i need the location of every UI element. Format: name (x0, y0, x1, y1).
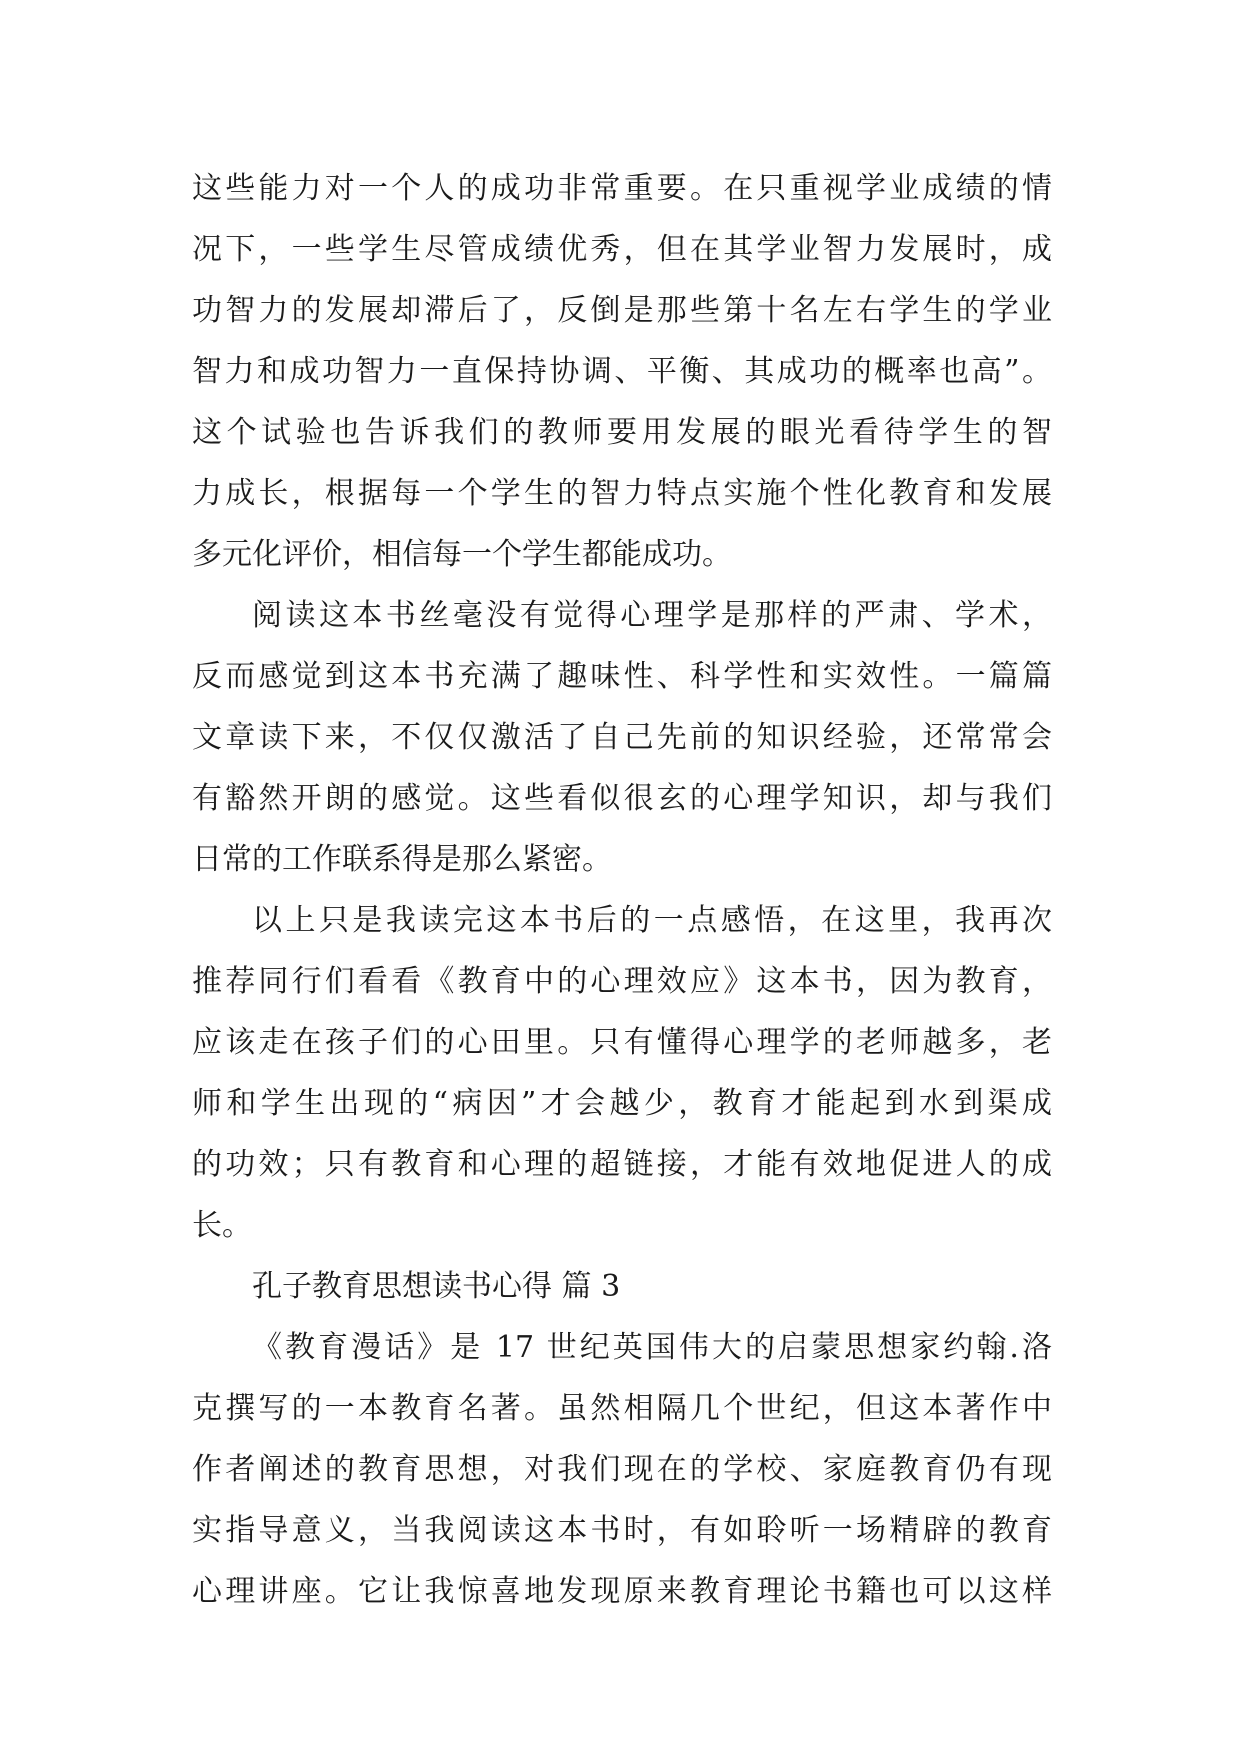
text-line: 这些能力对一个人的成功非常重要。在只重视学业成绩的情 (192, 171, 1052, 206)
text-line: 文章读下来，不仅仅激活了自己先前的知识经验，还常常会 (192, 720, 1052, 755)
text-line: 阅读这本书丝毫没有觉得心理学是那样的严肃、学术， (252, 598, 1052, 633)
text-line: 心理讲座。它让我惊喜地发现原来教育理论书籍也可以这样 (192, 1574, 1052, 1609)
text-line: 作者阐述的教育思想，对我们现在的学校、家庭教育仍有现 (192, 1452, 1052, 1487)
text-line: 以上只是我读完这本书后的一点感悟，在这里，我再次 (252, 903, 1052, 938)
text-line: 长。 (192, 1208, 252, 1243)
text-line: 功智力的发展却滞后了，反倒是那些第十名左右学生的学业 (192, 293, 1052, 328)
text-line: 这个试验也告诉我们的教师要用发展的眼光看待学生的智 (192, 415, 1052, 450)
text-line: 智力和成功智力一直保持协调、平衡、其成功的概率也高”。 (192, 354, 1052, 389)
text-line: 推荐同行们看看《教育中的心理效应》这本书，因为教育， (192, 964, 1052, 999)
document-body (192, 158, 1052, 1622)
text-line: 克撰写的一本教育名著。虽然相隔几个世纪，但这本著作中 (192, 1391, 1052, 1426)
text-line: 实指导意义，当我阅读这本书时，有如聆听一场精辟的教育 (192, 1513, 1052, 1548)
text-line: 孔子教育思想读书心得 篇 3 (252, 1269, 621, 1304)
text-line: 反而感觉到这本书充满了趣味性、科学性和实效性。一篇篇 (192, 659, 1052, 694)
text-line: 有豁然开朗的感觉。这些看似很玄的心理学知识，却与我们 (192, 781, 1052, 816)
text-line: 况下，一些学生尽管成绩优秀，但在其学业智力发展时，成 (192, 232, 1052, 267)
text-line: 师和学生出现的“病因”才会越少，教育才能起到水到渠成 (192, 1086, 1052, 1121)
text-line: 多元化评价，相信每一个学生都能成功。 (192, 537, 732, 572)
text-line: 力成长，根据每一个学生的智力特点实施个性化教育和发展 (192, 476, 1052, 511)
text-line: 《教育漫话》是 17 世纪英国伟大的启蒙思想家约翰.洛 (252, 1330, 1052, 1365)
text-line: 应该走在孩子们的心田里。只有懂得心理学的老师越多，老 (192, 1025, 1052, 1060)
text-line: 的功效；只有教育和心理的超链接，才能有效地促进人的成 (192, 1147, 1052, 1182)
text-line: 日常的工作联系得是那么紧密。 (192, 842, 612, 877)
